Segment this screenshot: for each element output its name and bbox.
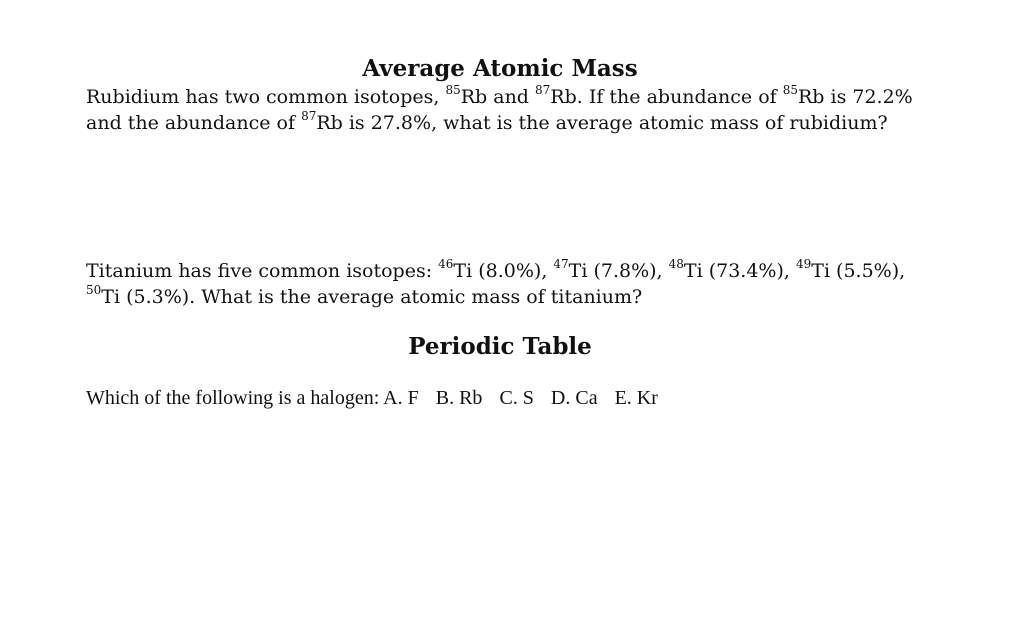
section-title-average-atomic-mass: Average Atomic Mass bbox=[362, 55, 638, 82]
question-titanium bbox=[86, 258, 936, 310]
section-title-periodic-table: Periodic Table bbox=[408, 333, 592, 360]
option-b: B. Rb bbox=[435, 387, 483, 409]
option-a: A. F bbox=[383, 387, 419, 409]
q3-prompt: Which of the following is a halogen: bbox=[86, 387, 384, 409]
q1-text-1: Rubidium has two common isotopes, bbox=[86, 86, 446, 108]
q2-text-6: Ti (5.3%). What is the average atomic mass of titanium? bbox=[101, 286, 643, 308]
q1-text-3: Rb. If the abundance of bbox=[550, 86, 783, 108]
q2-text-2: Ti (8.0%), bbox=[453, 260, 554, 282]
q2-superscript-4: 49 bbox=[795, 256, 812, 271]
q1-text-2: Rb and bbox=[460, 86, 536, 108]
option-d: D. Ca bbox=[550, 387, 598, 409]
q2-text-4: Ti (73.4%), bbox=[683, 260, 796, 282]
q2-text-3: Ti (7.8%), bbox=[568, 260, 669, 282]
q1-superscript-2: 87 bbox=[535, 82, 551, 97]
option-c: C. S bbox=[499, 387, 534, 409]
q2-superscript-2: 47 bbox=[553, 256, 569, 271]
q2-text-1: Titanium has five common isotopes: bbox=[86, 260, 439, 282]
question-rubidium bbox=[86, 84, 936, 136]
q1-text-5: Rb is 27.8%, what is the average atomic mass of rubidium? bbox=[316, 112, 888, 134]
q2-superscript-1: 46 bbox=[438, 256, 454, 271]
option-e: E. Kr bbox=[614, 387, 658, 409]
q2-text-5: Ti (5.5%), bbox=[811, 260, 906, 282]
q2-superscript-5: 50 bbox=[86, 282, 102, 297]
q1-text-4: Rb is 72.2% and the abundance of bbox=[86, 86, 913, 134]
q1-superscript-4: 87 bbox=[301, 108, 317, 123]
question-halogen bbox=[86, 387, 675, 410]
q1-superscript-1: 85 bbox=[445, 82, 461, 97]
q1-superscript-3: 85 bbox=[782, 82, 798, 97]
q2-superscript-3: 48 bbox=[668, 256, 684, 271]
